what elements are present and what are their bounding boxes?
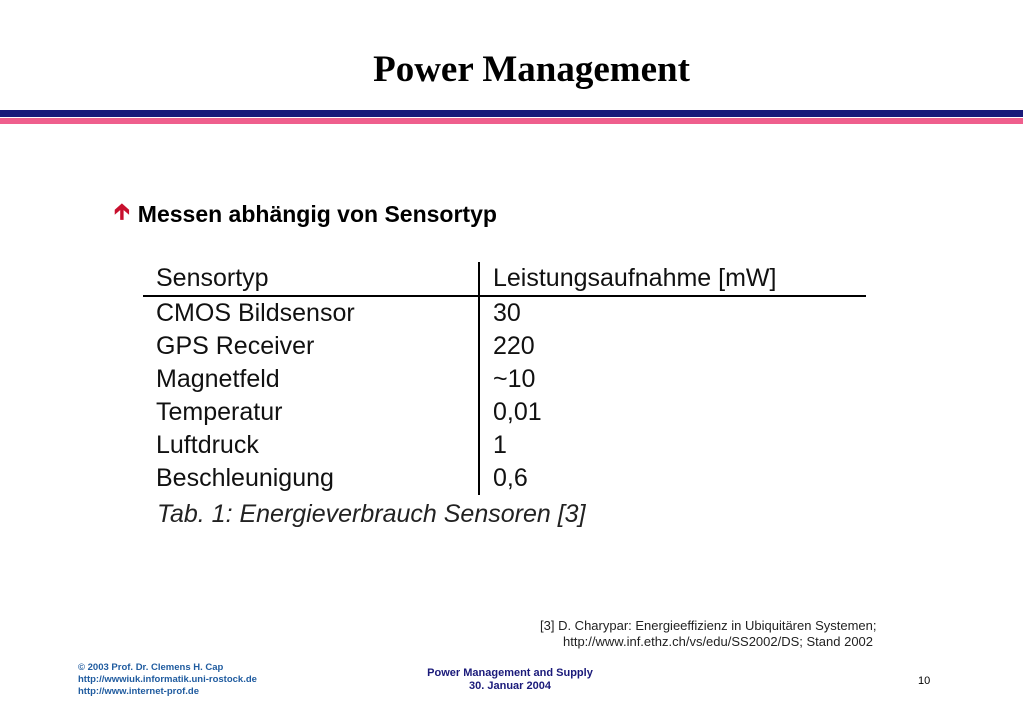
- bullet-point: [114, 195, 497, 233]
- reference-line-1: [3] D. Charypar: Energieeffizienz in Ubiquitären Systemen;: [540, 618, 877, 633]
- arrow-up-icon: 🡱: [114, 199, 130, 224]
- table-header-row: [143, 262, 866, 296]
- sensor-power: ~10: [493, 365, 536, 393]
- page-number: 10: [918, 675, 931, 687]
- table-row: [143, 330, 866, 363]
- sensor-name: Luftdruck: [143, 429, 479, 462]
- footer-author: © 2003 Prof. Dr. Clemens H. Cap: [78, 662, 224, 673]
- table-row: [143, 429, 866, 462]
- table-caption: Tab. 1: Energieverbrauch Sensoren [3]: [157, 500, 586, 528]
- footer-date: 30. Januar 2004: [469, 680, 551, 692]
- title-rule-navy: [0, 110, 1023, 117]
- bullet-text: Messen abhängig von Sensortyp: [137, 200, 497, 227]
- header-sensortyp: Sensortyp: [143, 262, 479, 296]
- sensor-power: 220: [493, 332, 535, 360]
- reference-note: [540, 618, 876, 650]
- slide-title: Power Management: [373, 49, 690, 90]
- table-row: [143, 296, 866, 330]
- table-row: [143, 396, 866, 429]
- table-row: [143, 363, 866, 396]
- sensor-name: Beschleunigung: [143, 462, 479, 495]
- footer-course-title: Power Management and Supply: [427, 667, 593, 679]
- sensor-name: Temperatur: [143, 396, 479, 429]
- sensor-power: 1: [493, 431, 507, 459]
- title-rule-pink: [0, 118, 1023, 124]
- header-leistungsaufnahme: Leistungsaufnahme [mW]: [493, 264, 777, 292]
- reference-line-2: http://www.inf.ethz.ch/vs/edu/SS2002/DS; Stand 2002: [563, 634, 874, 649]
- footer-url-prof: http://www.internet-prof.de: [78, 686, 200, 697]
- sensor-name: CMOS Bildsensor: [143, 296, 479, 330]
- sensor-name: Magnetfeld: [143, 363, 479, 396]
- sensor-power-table: [143, 262, 866, 495]
- footer-url-iuk: http://wwwiuk.informatik.uni-rostock.de: [78, 674, 257, 685]
- footer-copyright: [78, 662, 257, 698]
- sensor-name: GPS Receiver: [143, 330, 479, 363]
- sensor-power: 0,6: [493, 464, 528, 492]
- table-row: [143, 462, 866, 495]
- sensor-power: 30: [493, 299, 521, 327]
- footer-course: [390, 667, 630, 693]
- sensor-power: 0,01: [493, 398, 542, 426]
